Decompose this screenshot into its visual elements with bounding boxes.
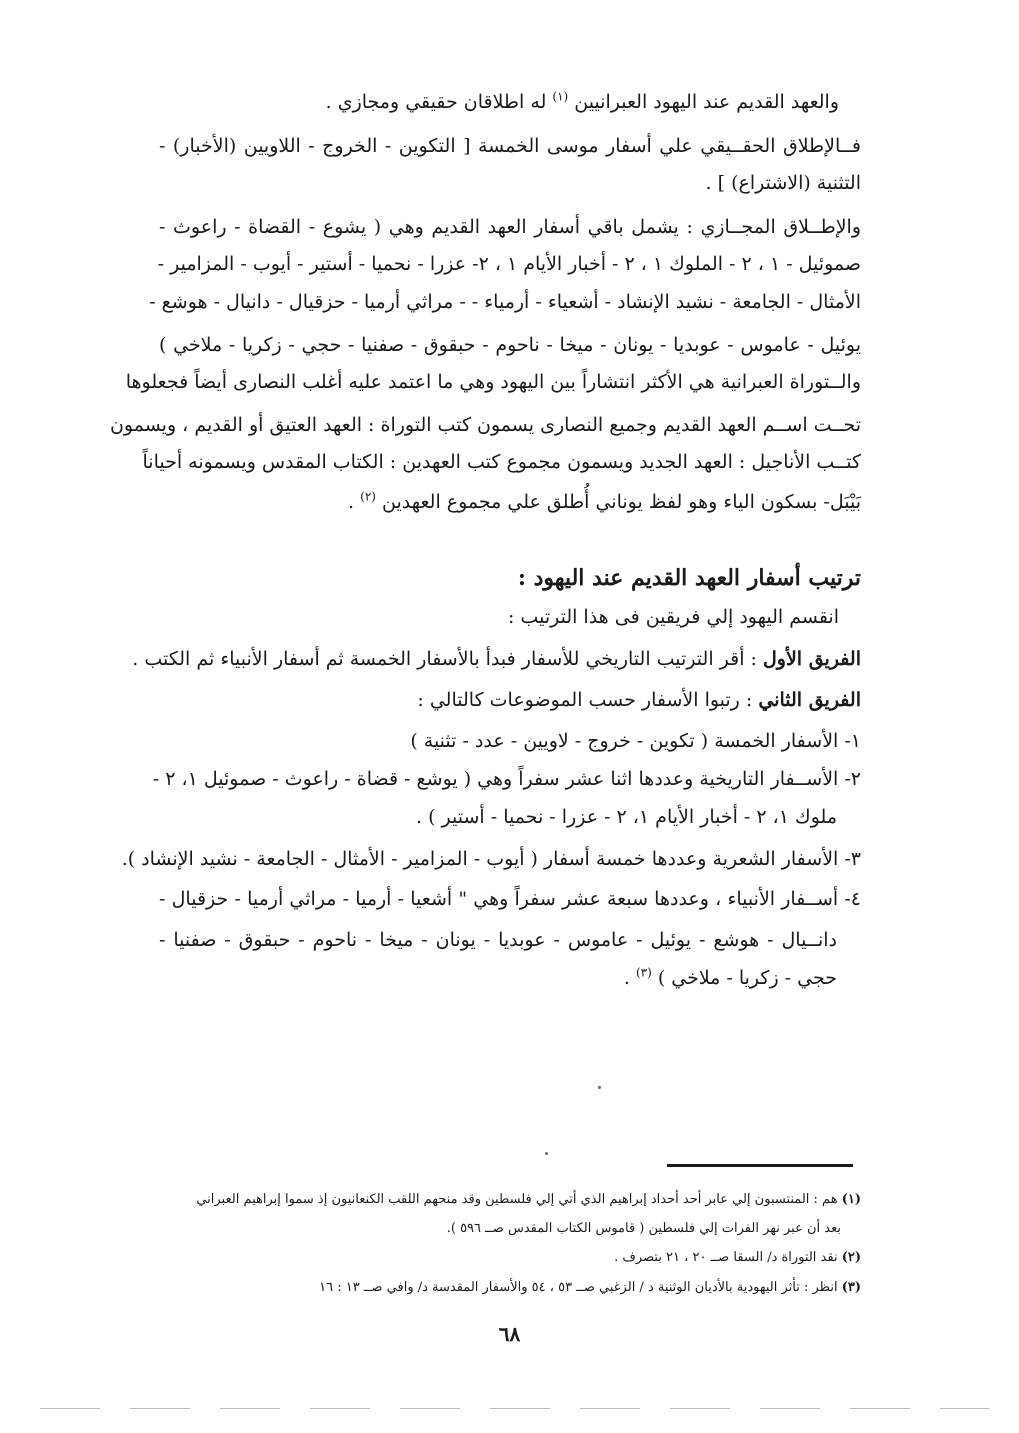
body-line-1 — [159, 90, 839, 114]
footnote-1-text: هم : المنتسبون إلي عابر أحد أحداد إبراهيم الذي أتي إلي فلسطين وقد منحهم اللقب الكنعانيون إذ سموا إبراهيم العبراني — [196, 1192, 838, 1207]
footnote-ref-3: (٣) — [635, 965, 652, 980]
footnote-1-cont-text: بعد أن عبر نهر الفرات إلي فلسطين ( قاموس الكتاب المقدس صــ ٥٩٦ ). — [446, 1221, 841, 1236]
group-2-line — [159, 688, 861, 712]
body-line-11-tail: . — [348, 491, 355, 513]
footnote-ref-1: (١) — [552, 89, 569, 104]
list-item-1: ١- الأسفار الخمسة ( تكوين - خروج - لاويين - عدد - تثنية ) — [410, 730, 861, 752]
body-line-5: صموئيل - ١ ، ٢ - الملوك ١ ، ٢ - أخبار الأيام ١ ، ٢- عزرا - نحميا - أستير - أيوب - المزامير - — [157, 253, 861, 275]
body-line-1-text: والعهد القديم عند اليهود العبرانيين — [574, 91, 839, 113]
footnote-2-number: (٢) — [841, 1250, 861, 1265]
footnote-3-text: انظر : تأثر اليهودية بالأديان الوثنية د / الزغبي صــ ٥٣ ، ٥٤ والأسفار المقدسة د/ وافي صــ ١٣ : ١٦ — [319, 1280, 838, 1295]
group-1-line — [132, 647, 861, 671]
body-line-11-text: بَيْبَل- بسكون الياء وهو لفظ يوناني أُطلق علي مجموع العهدين — [382, 491, 861, 513]
body-line-2: فــالإطلاق الحقــيقي علي أسفار موسى الخمسة [ التكوين - الخروج - اللاويين (الأخبار) - — [159, 135, 861, 157]
list-item-4-cont-2-text: حجي - زكريا - ملاخي ) — [657, 967, 837, 989]
footnote-1-cont — [161, 1220, 841, 1238]
group-2-text: : رتبوا الأسفار حسب الموضوعات كالتالي : — [417, 689, 753, 711]
scan-speck — [598, 1086, 601, 1089]
footnote-separator — [667, 1164, 853, 1167]
list-item-4: ٤- أســفار الأنبياء ، وعددها سبعة عشر سفراً وهي " أشعيا - أرميا - مراثي أرميا - حزقيال - — [159, 888, 861, 910]
list-item-3: ٣- الأسفار الشعرية وعددها خمسة أسفار ( أيوب - المزامير - الأمثال - الجامعة - نشيد الإنشاد ). — [121, 848, 861, 870]
scan-speck — [545, 1152, 548, 1155]
section-intro: انقسم اليهود إلي فريقين فى هذا الترتيب : — [507, 606, 839, 628]
list-item-4-cont-1: دانــيال - هوشع - يوئيل - عاموس - عوبديا - يونان - ميخا - ناحوم - حبقوق - صفنيا - — [159, 929, 837, 951]
footnote-1-number: (١) — [841, 1192, 861, 1207]
list-item-4-cont-2 — [159, 966, 837, 990]
footnote-3-number: (٣) — [841, 1280, 861, 1295]
body-line-6: الأمثال - الجامعة - نشيد الإنشاد - أشعياء - أرمياء - - مراثي أرميا - حزقيال - دانيال - هوشع - — [149, 291, 861, 313]
body-line-8: والــتوراة العبرانية هي الأكثر انتشاراً بين اليهود وهي ما اعتمد عليه أغلب النصارى أيضاً فجعلوها — [125, 371, 861, 393]
footnote-2 — [161, 1249, 861, 1267]
list-item-2: ٢- الأســفار التاريخية وعددها اثنا عشر سفراً وهي ( يوشع - قضاة - راعوث - صموئيل ١، ٢ - — [152, 768, 861, 790]
body-line-1-tail: له اطلاقان حقيقي ومجازي . — [325, 91, 547, 113]
body-line-10: كتــب الأناجيل : العهد الجديد ويسمون مجموع كتب العهدين : الكتاب المقدس ويسمونه أحياناً — [142, 451, 861, 473]
section-heading: ترتيب أسفار العهد القديم عند اليهود : — [517, 565, 861, 591]
footnote-1 — [161, 1191, 861, 1209]
footnote-2-text: نقد التوراة د/ السقا صــ ٢٠ ، ٢١ بتصرف . — [614, 1250, 838, 1265]
list-item-4-tail: . — [623, 967, 630, 989]
body-line-4: والإطــلاق المجــازي : يشمل باقي أسفار العهد القديم وهي ( يشوع - القضاة - راعوث - — [159, 216, 861, 238]
group-1-text: : أقر الترتيب التاريخي للأسفار فبدأ بالأسفار الخمسة ثم أسفار الأنبياء ثم الكتب . — [132, 648, 757, 670]
body-line-3: التثنية (الاشتراع) ] . — [705, 172, 861, 194]
group-1-label: الفريق الأول — [762, 648, 861, 670]
body-line-7: يوئيل - عاموس - عوبديا - يونان - ميخا - ناحوم - حبقوق - صفنيا - حجي - زكريا - ملاخي ) — [159, 334, 861, 356]
list-item-2-cont: ملوك ١، ٢ - أخبار الأيام ١، ٢ - عزرا - نحميا - أستير ) . — [416, 806, 837, 828]
body-line-11 — [159, 490, 861, 514]
scan-bottom-edge — [40, 1408, 989, 1409]
group-2-label: الفريق الثاني — [758, 689, 861, 711]
footnote-ref-2: (٢) — [360, 489, 376, 504]
footnote-3 — [161, 1279, 861, 1297]
page-number: ٦٨ — [498, 1322, 521, 1346]
body-line-9: تحــت اســم العهد القديم وجميع النصارى يسمون كتب التوراة : العهد العتيق أو القديم ، ويسمون — [109, 414, 861, 436]
